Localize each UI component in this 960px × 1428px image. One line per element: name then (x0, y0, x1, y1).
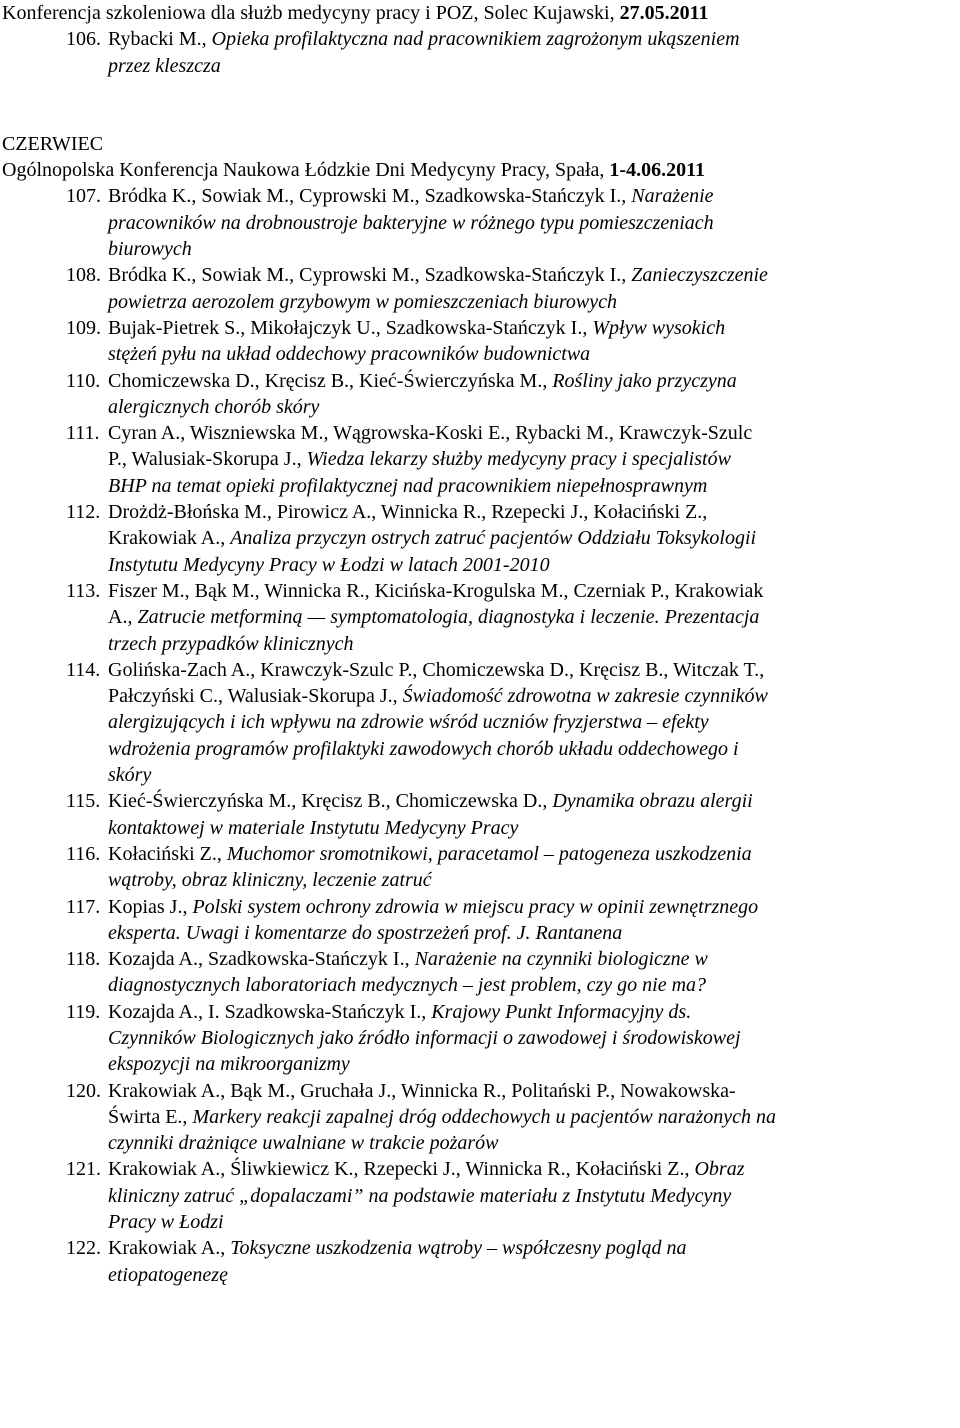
entry-line (108, 657, 958, 683)
entry-number: 107. (66, 185, 101, 208)
entry-line (108, 1235, 958, 1261)
entry-line (108, 420, 958, 446)
entry-title: Świadomość zdrowotna w zakresie czynników (402, 685, 768, 708)
publication-entry (2, 946, 958, 999)
conference-name: Konferencja szkoleniowa dla służb medycyny pracy i POZ, Solec Kujawski, (2, 2, 620, 24)
entry-title: Zanieczyszczenie (631, 264, 768, 287)
month-conference-date: 1-4.06.2011 (609, 159, 705, 182)
entry-number: 114. (66, 658, 101, 681)
document-page (2, 0, 958, 1288)
entry-title-continued: czynniki drażniące uwalniane w trakcie pożarów (108, 1132, 499, 1155)
entry-title: Obraz (694, 1158, 745, 1181)
entry-authors: Chomiczewska D., Kręcisz B., Kieć-Świerczyńska M., (108, 369, 553, 392)
entry-title: Analiza przyczyn ostrych zatruć pacjentów Oddziału Toksykologii (230, 527, 757, 550)
entry-line (108, 525, 958, 551)
entry-number: 111. (66, 422, 100, 445)
entry-title: Polski system ochrony zdrowia w miejscu pracy w opinii zewnętrznego (192, 895, 759, 918)
entry-line (108, 683, 958, 709)
publication-entry (2, 999, 958, 1078)
entry-title: Toksyczne uszkodzenia wątroby – współczesny pogląd na (230, 1237, 687, 1260)
entry-line (108, 1156, 958, 1182)
entry-authors: Kopias J., (108, 895, 193, 918)
entry-title-continued: pracowników na drobnoustroje bakteryjne w różnego typu pomieszczeniach (108, 211, 714, 234)
entry-number: 122. (66, 1237, 101, 1260)
entry-authors: Krakowiak A., Bąk M., Gruchała J., Winnicka R., Politański P., Nowakowska- (108, 1079, 736, 1102)
entry-title: Narażenie (631, 185, 714, 208)
entry-authors: Golińska-Zach A., Krawczyk-Szulc P., Chomiczewska D., Kręcisz B., Witczak T., (108, 658, 765, 681)
publication-entry-106 (2, 26, 958, 79)
entry-title-continued: alergizujących i ich wpływu na zdrowie wśród uczniów fryzjerstwa – efekty (108, 711, 709, 734)
entry-title-continued: stężeń pyłu na układ oddechowy pracowników budownictwa (108, 343, 591, 366)
entry-line (108, 315, 958, 341)
publication-entry (2, 499, 958, 578)
entry-title-continued: ekspozycji na mikroorganizmy (108, 1053, 350, 1076)
entry-line (108, 999, 958, 1025)
entry-line (108, 841, 958, 867)
entry-number: 112. (66, 501, 101, 524)
publication-entry (2, 841, 958, 894)
publication-entry (2, 578, 958, 657)
entry-title: Opieka profilaktyczna nad pracownikiem zagrożonym ukąszeniem (211, 28, 740, 51)
entry-number: 106. (66, 28, 101, 51)
entry-line (108, 26, 958, 52)
month-conference-name: Ogólnopolska Konferencja Naukowa Łódzkie Dni Medycyny Pracy, Spała, (2, 159, 610, 182)
entry-title-continued: Instytutu Medycyny Pracy w Łodzi w latach 2001-2010 (108, 553, 550, 576)
entry-authors: Krakowiak A., (108, 1237, 231, 1260)
entry-number: 120. (66, 1079, 101, 1102)
entry-authors: Bródka K., Sowiak M., Cyprowski M., Szadkowska-Stańczyk I., (108, 185, 632, 208)
month-conference-line (2, 157, 958, 183)
entry-line (108, 1078, 958, 1104)
entry-number: 116. (66, 842, 101, 865)
publication-entry (2, 262, 958, 315)
entry-authors: Drożdż-Błońska M., Pirowicz A., Winnicka R., Rzepecki J., Kołaciński Z., (108, 501, 708, 524)
entry-number: 108. (66, 264, 101, 287)
publication-entry (2, 894, 958, 947)
entry-number: 117. (66, 895, 101, 918)
entry-authors: Rybacki M., (108, 28, 212, 51)
entry-title-continued: diagnostycznych laboratoriach medycznych – jest problem, czy go nie ma? (108, 974, 707, 997)
entry-title-continued: etiopatogenezę (108, 1263, 228, 1286)
entry-title-continued: skóry (108, 764, 152, 787)
entry-title: Dynamika obrazu alergii (552, 790, 753, 813)
entry-title-continued: Czynników Biologicznych jako źródło informacji o zawodowej i środowiskowej (108, 1026, 741, 1049)
publication-entry (2, 1078, 958, 1157)
entry-title-continued: trzech przypadków klinicznych (108, 632, 354, 655)
entry-authors: Kołaciński Z., (108, 842, 227, 865)
entry-title-continued: kliniczny zatruć „dopalaczami” na podstawie materiału z Instytutu Medycyny (108, 1184, 732, 1207)
entry-title-continued: przez kleszcza (108, 54, 221, 77)
entry-title: Markery reakcji zapalnej dróg oddechowych u pacjentów narażonych na (192, 1105, 777, 1128)
entry-authors: Cyran A., Wiszniewska M., Wągrowska-Koski E., Rybacki M., Krawczyk-Szulc (108, 422, 753, 445)
entry-authors: Kieć-Świerczyńska M., Kręcisz B., Chomiczewska D., (108, 790, 553, 813)
entry-title-continued: BHP na temat opieki profilaktycznej nad pracownikiem niepełnosprawnym (108, 474, 708, 497)
publication-entry (2, 788, 958, 841)
entry-line (108, 446, 958, 472)
publication-entry (2, 420, 958, 499)
entry-title: Narażenie na czynniki biologiczne w (414, 948, 708, 971)
entry-title: Wpływ wysokich (592, 316, 726, 339)
publication-entry (2, 1235, 958, 1288)
entry-authors: Fiszer M., Bąk M., Winnicka R., Kicińska-Krogulska M., Czerniak P., Krakowiak (108, 579, 764, 602)
entry-line (108, 788, 958, 814)
entry-title-continued: alergicznych chorób skóry (108, 395, 320, 418)
entry-authors: Kozajda A., I. Szadkowska-Stańczyk I., (108, 1000, 432, 1023)
entry-title: Muchomor sromotnikowi, paracetamol – patogeneza uszkodzenia (226, 842, 752, 865)
entry-authors: Bródka K., Sowiak M., Cyprowski M., Szadkowska-Stańczyk I., (108, 264, 632, 287)
entry-authors: Pałczyński C., Walusiak-Skorupa J., (108, 685, 403, 708)
entry-authors: P., Walusiak-Skorupa J., (108, 448, 307, 471)
month-section-header (2, 131, 958, 184)
entry-title-continued: wątroby, obraz kliniczny, leczenie zatruć (108, 869, 432, 892)
entry-number: 109. (66, 316, 101, 339)
entry-title-continued: eksperta. Uwagi i komentarze do spostrzeżeń prof. J. Rantanena (108, 921, 623, 944)
entry-authors: Krakowiak A., Śliwkiewicz K., Rzepecki J., Winnicka R., Kołaciński Z., (108, 1158, 695, 1181)
entry-title: Rośliny jako przyczyna (552, 369, 737, 392)
entry-authors: Świrta E., (108, 1105, 193, 1128)
entry-line (108, 183, 958, 209)
entry-title: Krajowy Punkt Informacyjny ds. (431, 1000, 692, 1023)
entry-title: Zatrucie metforminą — symptomatologia, diagnostyka i leczenie. Prezentacja (137, 606, 760, 629)
publication-entry (2, 315, 958, 368)
publication-entry (2, 368, 958, 421)
entry-title-continued: biurowych (108, 238, 192, 261)
entry-title: Wiedza lekarzy służby medycyny pracy i specjalistów (306, 448, 731, 471)
publication-list (2, 183, 958, 1287)
publication-entry (2, 657, 958, 788)
entry-authors: Krakowiak A., (108, 527, 231, 550)
entry-title-continued: Pracy w Łodzi (108, 1211, 224, 1234)
entry-title-continued: powietrza aerozolem grzybowym w pomieszczeniach biurowych (108, 290, 618, 313)
entry-line (108, 578, 958, 604)
entry-line (108, 1104, 958, 1130)
entry-authors: Bujak-Pietrek S., Mikołajczyk U., Szadkowska-Stańczyk I., (108, 316, 593, 339)
entry-number: 121. (66, 1158, 101, 1181)
entry-number: 110. (66, 369, 101, 392)
entry-line (108, 262, 958, 288)
conference-line (2, 0, 958, 26)
entry-title-continued: wdrożenia programów profilaktyki zawodowych chorób układu oddechowego i (108, 737, 739, 760)
entry-number: 113. (66, 579, 101, 602)
entry-title-continued: kontaktowej w materiale Instytutu Medycyny Pracy (108, 816, 519, 839)
entry-authors: A., (108, 606, 138, 629)
month-heading: CZERWIEC (2, 132, 104, 155)
entry-line (108, 894, 958, 920)
entry-number: 118. (66, 948, 101, 971)
entry-number: 119. (66, 1000, 101, 1023)
entry-number: 115. (66, 790, 101, 813)
entry-line (108, 946, 958, 972)
conference-date: 27.05.2011 (619, 2, 709, 24)
entry-line (108, 368, 958, 394)
publication-entry (2, 1156, 958, 1235)
entry-line (108, 604, 958, 630)
entry-authors: Kozajda A., Szadkowska-Stańczyk I., (108, 948, 415, 971)
publication-entry (2, 183, 958, 262)
entry-line (108, 499, 958, 525)
